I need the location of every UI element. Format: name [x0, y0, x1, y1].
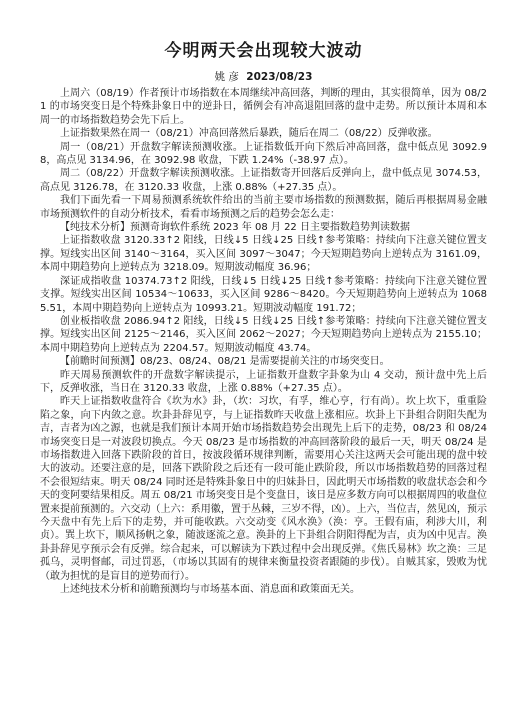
author-name: 姚 彦	[214, 71, 239, 83]
paragraph-analysis: 昨天上证指数收盘符合《坎为水》卦，（坎：习坎，有孚，维心亨，行有尚）。坎上坎下，重重险陷之象，向下内敛之意。坎卦卦辞见亨，与上证指数昨天收盘上涨相应。坎卦上下卦组合阴阳失配为吉，吉者为凶之源，也就是我们预计本周开始市场指数趋势会出现先上后下的走势，08/23 和 08/24 市场突变日是一对波段切换点。今天 08/23 是市场指数的冲高回落阶段的最后一天，明天 08/24 是市场指数进入回落下跌阶段的首日，按波段循环规律判断，需要用心关注这两天会可能出现的盘中较大的波动。还要注意的是，回落下跌阶段之后还有一段可能止跌阶段，所以市场指数趋势的回落过程不会很短结束。明天 08/24 同时还是特殊卦象日中的归妹卦日，因此明天市场指数的收盘状态会和今天的变阿要结果相反。周五 08/21 市场突变日是个变盘日，该日是应多数方向可以根据周四的收盘位置来提前预测的。六交动（上六：系用徽，置于丛棘，三岁不得，凶）。上六，当位吉，然见凶，预示今天盘中有先上后下的走势，并可能收跌。六交动变《风水涣》（涣：亨。王假有庙，利涉大川，利贞）。巽上坎下，顺风扬帆之象，随波逐流之意。涣卦的上下卦组合阴阳得配为吉，贞为凶中见吉。涣卦卦辞见亨预示会有反弹。综合起来，可以解读为下跌过程中会出现反弹。《焦氏易林》坎之涣：三足孤乌，灵明督邮，司过罚恶，（市场以其固有的规律来衡量投资者跟随的步伐）。自贼其家，毁败为忧（敢为担忧的是盲目的逆势而行）。	[40, 396, 487, 582]
paragraph-tech-heading: 【纯技术分析】预测奇询软件系统 2023 年 08 月 22 日主要指数趋势判读数据	[60, 222, 410, 234]
paragraph-monday: 周一（08/21）开盘数字解读预测收涨。上证指数低开向下然后冲高回落，盘中低点见 3092.98，高点见 3134.96，在 3092.98 收盘，下跌 1.24%（-38.97 点）。	[40, 141, 487, 167]
paragraph-tuesday: 周二（08/22）开盘数字解读预测收涨。上证指数寄开回落后反弹向上，盘中低点见 3074.53，高点见 3126.78，在 3120.33 收盘，上涨 0.88%（+27.35 点）。	[40, 168, 487, 193]
paragraph-chinext: 创业板指收盘 2086.94↑2 阳线，日线↓5 日线↓25 日线↑参考策略：持续向下注意关键位置支撑。短线实出区间 2125～2146，买入区间 2062～2027；今天短期趋势向上逆转点为 2155.10；本周中期趋势向上逆转点为 2204.57。短期波动幅度 43.74。	[40, 315, 487, 354]
paragraph-forecast-heading: 【前瞻时间预测】08/23、08/24、08/21 是需要提前关注的市场突变日。	[60, 356, 390, 368]
article-body	[40, 87, 487, 596]
paragraph-shenzhen: 深证成指收盘 10374.73↑2 阳线，日线↓5 日线↓25 日线↑参考策略：持续向下注意关键位置支撑。短线实出区间 10534～10633，买入区间 9286～8420。今天短期趋势向上逆转点为 10685.51，本周中期趋势向上逆转点为 10993.21。短期波动幅度 191.72；	[40, 275, 487, 314]
paragraph-summary: 上证指数果然在周一（08/21）冲高回落然后暴跌，随后在周二（08/22）反弹收涨。	[60, 128, 438, 140]
paragraph-preface: 我们下面先看一下周易预测系统软件给出的当前主要市场指数的预测数据，随后再根据周易金融市场预测软件的自动分析技术，看看市场预测之后的趋势会怎么走：	[40, 195, 487, 220]
paragraph-intro: 上周六（08/19）作者预计市场指数在本周继续冲高回落，判断的理由，其实很简单，因为 08/21 的市场突变日是个特殊卦象日中的逆卦日，循例会有冲高退阻回落的盘中走势。所以预计本周和本周一的市场指数趋势会先下后上。	[40, 88, 487, 126]
paragraph-shanghai: 上证指数收盘 3120.33↑2 阳线，日线↓5 日线↓25 日线↑参考策略：持续向下注意关键位置支撑。短线实出区间 3140～3164，买入区间 3097～3047；今天短期趋势向上逆转点为 3161.09，本周中期趋势向上逆转点为 3218.09。短期波动幅度 36.96；	[40, 235, 487, 274]
byline	[40, 70, 487, 84]
article-title: 今明两天会出现较大波动	[164, 41, 363, 61]
paragraph-disclaimer: 上述纯技术分析和前瞻预测均与市场基本面、消息面和政策面无关。	[60, 584, 360, 596]
publish-date: 2023/08/23	[246, 71, 313, 83]
paragraph-yesterday: 昨天周易预测软件的开盘数字解读提示，上证指数开盘数字卦象为山 4 交动，预计盘中先上后下，反弹收涨，当日在 3120.33 收盘，上涨 0.88%（+27.35 点）。	[40, 369, 487, 394]
